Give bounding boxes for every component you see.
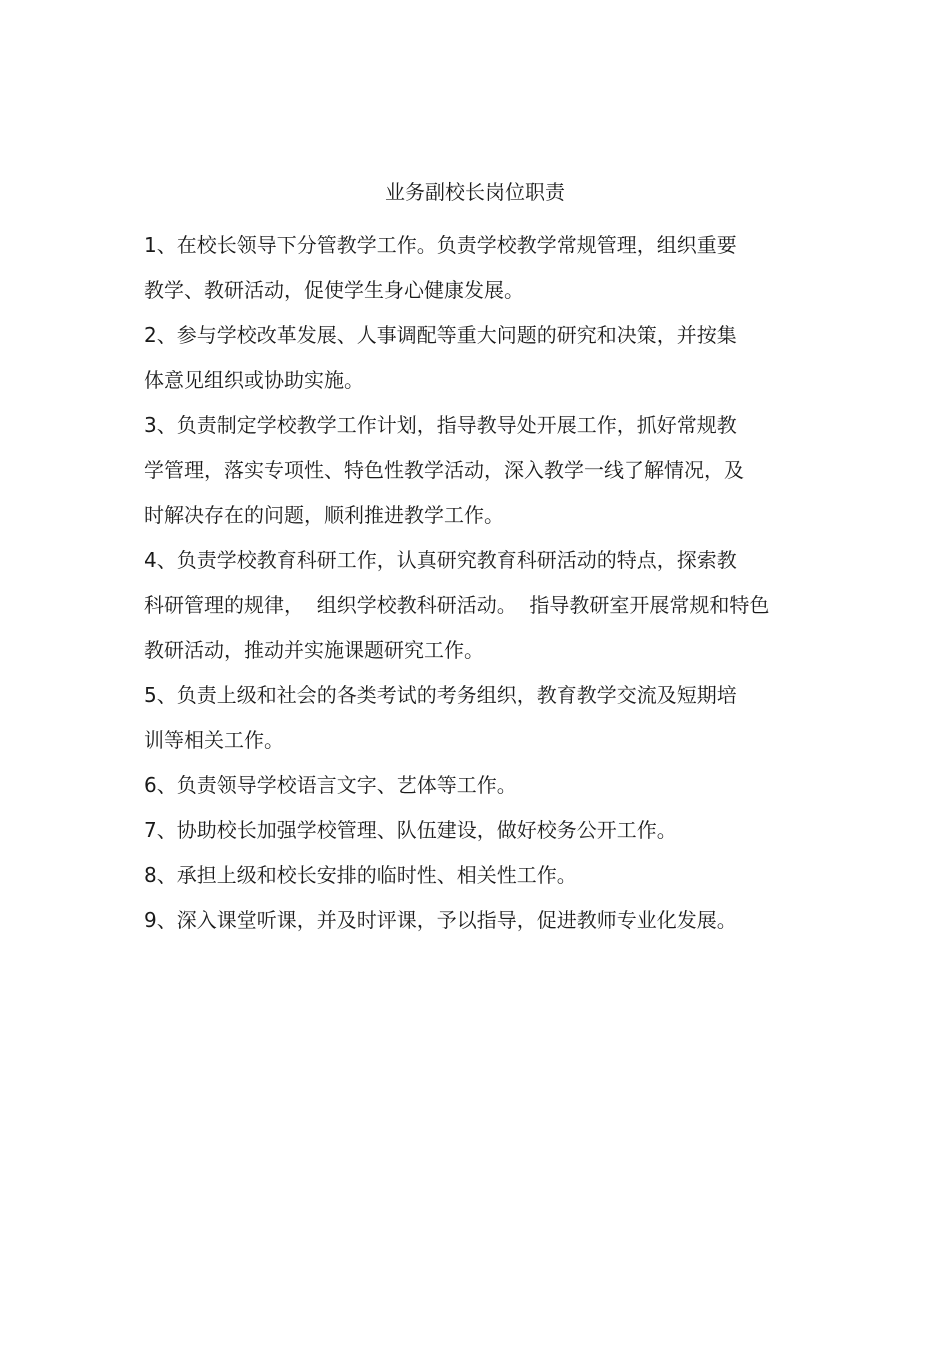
text-line: 8、承担上级和校长安排的临时性、相关性工作。 (144, 863, 577, 887)
text-line: 1、在校长领导下分管教学工作。负责学校教学常规管理，组织重要 (144, 233, 737, 257)
text-line: 体意见组织或协助实施。 (144, 368, 364, 392)
text-line: 4、负责学校教育科研工作，认真研究教育科研活动的特点，探索教 (144, 548, 737, 572)
text-line: 5、负责上级和社会的各类考试的考务组织，教育教学交流及短期培 (144, 683, 737, 707)
text-line: 7、协助校长加强学校管理、队伍建设，做好校务公开工作。 (144, 818, 677, 842)
document-title: 业务副校长岗位职责 (385, 180, 565, 204)
text-line: 科研管理的规律， 组织学校教科研活动。 指导教研室开展常规和特色 (144, 593, 770, 617)
text-line: 训等相关工作。 (144, 728, 284, 752)
document-body (144, 223, 804, 943)
text-line: 9、深入课堂听课，并及时评课，予以指导，促进教师专业化发展。 (144, 908, 737, 932)
text-line: 6、负责领导学校语言文字、艺体等工作。 (144, 773, 517, 797)
text-line: 时解决存在的问题，顺利推进教学工作。 (144, 503, 504, 527)
text-line: 教研活动，推动并实施课题研究工作。 (144, 638, 484, 662)
text-line: 教学、教研活动，促使学生身心健康发展。 (144, 278, 524, 302)
text-line: 学管理，落实专项性、特色性教学活动，深入教学一线了解情况，及 (144, 458, 744, 482)
text-line: 2、参与学校改革发展、人事调配等重大问题的研究和决策，并按集 (144, 323, 737, 347)
text-line: 3、负责制定学校教学工作计划，指导教导处开展工作，抓好常规教 (144, 413, 737, 437)
